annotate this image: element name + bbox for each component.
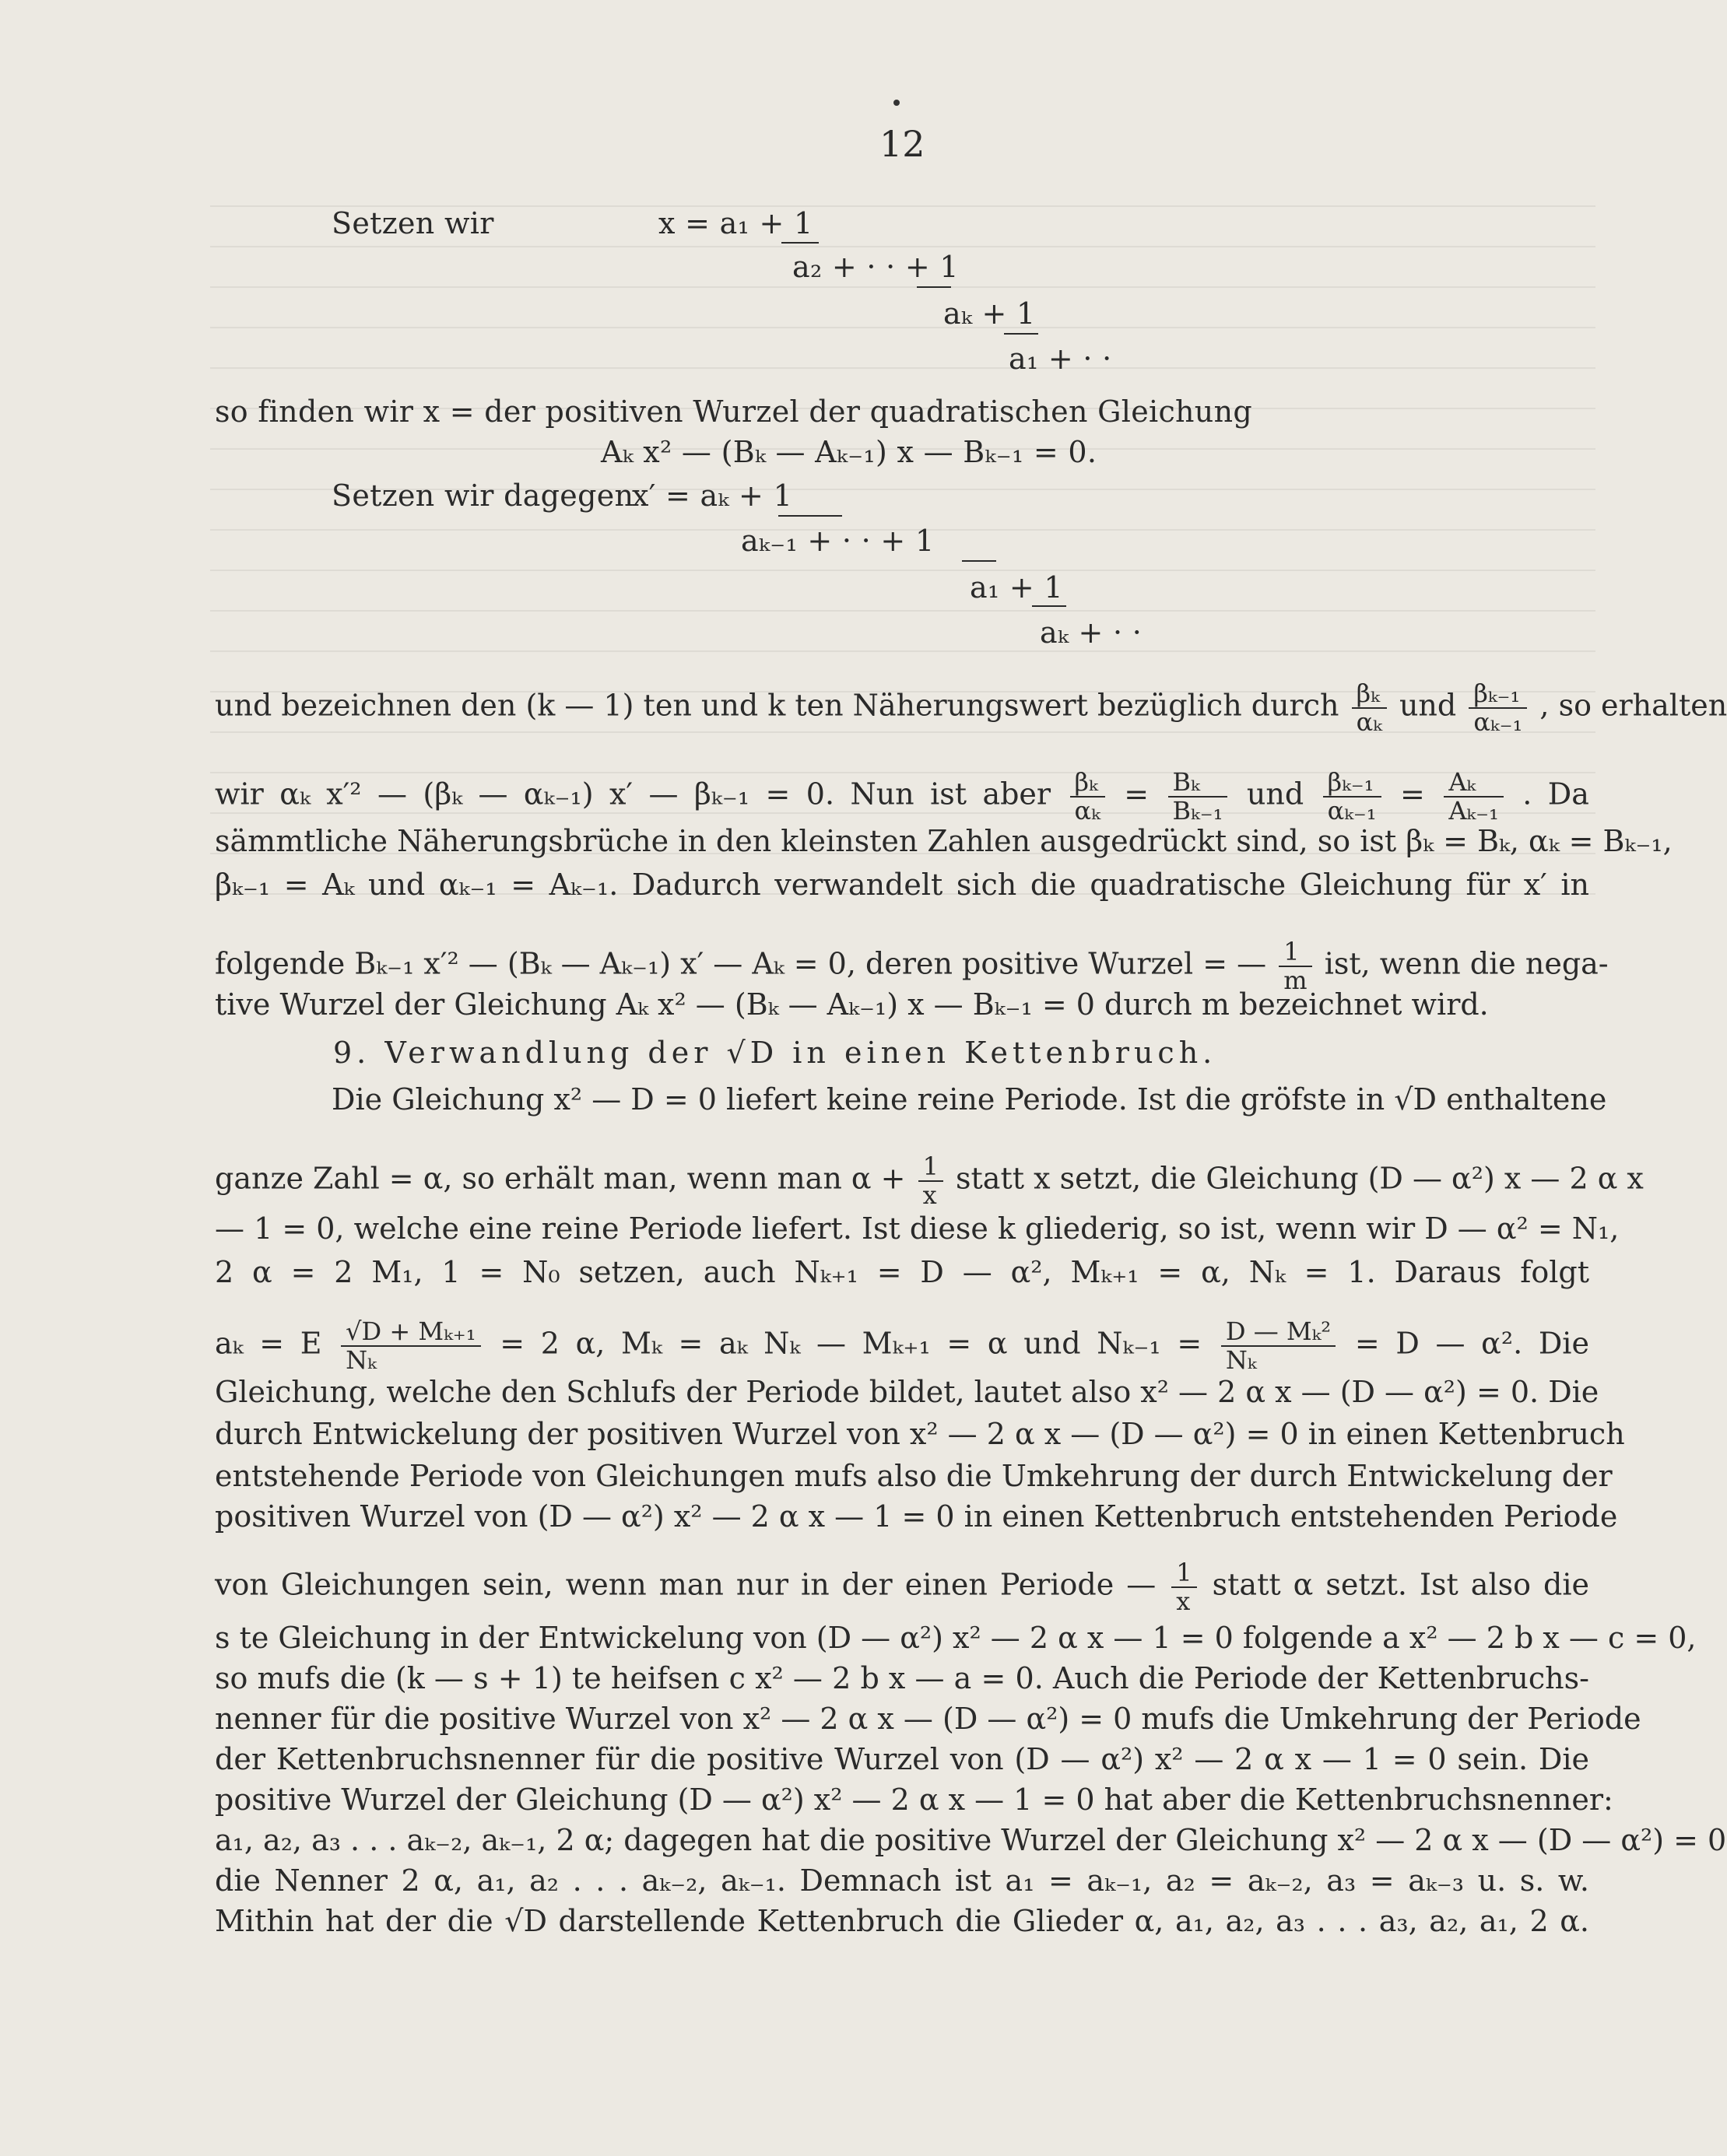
cf1-line-1: x = a₁ + 1 xyxy=(658,206,813,240)
fraction: $\frac{1}{m}$ xyxy=(1279,938,1311,994)
fraction-bar xyxy=(917,286,951,288)
fraction: $\frac{1}{x}$ xyxy=(918,1153,943,1209)
fraction: $\frac{\text{Bₖ}}{\text{Bₖ₋₁}}$ xyxy=(1168,769,1228,825)
text-line: wir αₖ x′² — (βₖ — αₖ₋₁) x′ — βₖ₋₁ = 0. Nun ist aber $\frac{\text{βₖ}}{\text{αₖ}}$ = $\frac{\text{Bₖ}}{\text{Bₖ₋₁}}$ und $\frac{\text{βₖ₋₁}}{\text{αₖ₋₁}}$ = $\frac{\text{Aₖ}}{\text{Aₖ₋₁}}$ . Da xyxy=(215,767,1589,826)
fraction: $\frac{\text{βₖ₋₁}}{\text{αₖ₋₁}}$ xyxy=(1323,769,1381,825)
cf2-intro: Setzen wir dagegen xyxy=(332,479,634,513)
cf2-line-2: aₖ₋₁ + · · + 1 xyxy=(741,524,935,558)
cf2-line-3: a₁ + 1 xyxy=(970,570,1063,605)
text-line: s te Gleichung in der Entwickelung von (D — α²) x² — 2 α x — 1 = 0 folgende a x² — 2 b x — c = 0, xyxy=(215,1621,1697,1655)
cf1-line-2: a₂ + · · + 1 xyxy=(792,250,959,284)
text-line: positive Wurzel der Gleichung (D — α²) x² — 2 α x — 1 = 0 hat aber die Kettenbruchsnenner: xyxy=(215,1783,1613,1817)
fraction: $\frac{\text{βₖ}}{\text{αₖ}}$ xyxy=(1070,769,1105,825)
text-line: folgende Bₖ₋₁ x′² — (Bₖ — Aₖ₋₁) x′ — Aₖ = 0, deren positive Wurzel = — $\frac{1}{m}$ ist, wenn die nega- xyxy=(215,937,1609,996)
fraction-bar xyxy=(778,515,842,517)
text-line: positiven Wurzel von (D — α²) x² — 2 α x — 1 = 0 in einen Kettenbruch entstehenden Periode xyxy=(215,1499,1618,1534)
fraction: $\frac{\text{βₖ}}{\text{αₖ}}$ xyxy=(1352,680,1387,736)
fraction: $\frac{\text{D — Mₖ²}}{\text{Nₖ}}$ xyxy=(1221,1318,1336,1374)
text-line: durch Entwickelung der positiven Wurzel von x² — 2 α x — (D — α²) = 0 in einen Kettenbruch xyxy=(215,1417,1625,1451)
cf1-line-4: a₁ + · · xyxy=(1009,342,1112,376)
text-line: 2 α = 2 M₁, 1 = N₀ setzen, auch Nₖ₊₁ = D — α², Mₖ₊₁ = α, Nₖ = 1. Daraus folgt xyxy=(215,1255,1589,1289)
cf1-intro: Setzen wir xyxy=(332,206,494,240)
text-line: so mufs die (k — s + 1) te heifsen c x² — 2 b x — a = 0. Auch die Periode der Kettenbruchs- xyxy=(215,1661,1589,1695)
text-line: von Gleichungen sein, wenn man nur in der einen Periode — $\frac{1}{x}$ statt α setzt. Ist also die xyxy=(215,1558,1589,1617)
text-line: und bezeichnen den (k — 1) ten und k ten Näherungswert bezüglich durch $\frac{\text{βₖ}}{\text{αₖ}}$ und $\frac{\text{βₖ₋₁}}{\text{αₖ₋₁}}$ , so erhalten xyxy=(215,678,1727,738)
fraction-bar xyxy=(1032,605,1066,607)
text-line: ganze Zahl = α, so erhält man, wenn man α + $\frac{1}{x}$ statt x setzt, die Gleichung (D — α²) x — 2 α x xyxy=(215,1152,1644,1211)
section-heading: 9. Verwandlung der √D in einen Kettenbruch. xyxy=(333,1036,1217,1070)
equation-1: Aₖ x² — (Bₖ — Aₖ₋₁) x — Bₖ₋₁ = 0. xyxy=(601,435,1097,469)
text-line: aₖ = E $\frac{\text{√D + Mₖ₊₁}}{\text{Nₖ}}$ = 2 α, Mₖ = aₖ Nₖ — Mₖ₊₁ = α und Nₖ₋₁ = $\frac{\text{D — Mₖ²}}{\text{Nₖ}}$ = D — α². Die xyxy=(215,1316,1589,1376)
text-line: Gleichung, welche den Schlufs der Periode bildet, lautet also x² — 2 α x — (D — α²) = 0. Die xyxy=(215,1375,1599,1409)
fraction-bar xyxy=(962,560,996,562)
text-line: die Nenner 2 α, a₁, a₂ . . . aₖ₋₂, aₖ₋₁. Demnach ist a₁ = aₖ₋₁, a₂ = aₖ₋₂, a₃ = aₖ₋₃ u. s. w. xyxy=(215,1863,1589,1898)
text-line: entstehende Periode von Gleichungen mufs also die Umkehrung der durch Entwickelung der xyxy=(215,1459,1613,1493)
text-line: so finden wir x = der positiven Wurzel der quadratischen Gleichung xyxy=(215,394,1252,429)
fraction: $\frac{\text{βₖ₋₁}}{\text{αₖ₋₁}}$ xyxy=(1469,680,1527,736)
text-line: Die Gleichung x² — D = 0 liefert keine reine Periode. Ist die gröfste in √D enthaltene xyxy=(332,1082,1607,1117)
cf1-line-3: aₖ + 1 xyxy=(943,296,1036,331)
text-line: der Kettenbruchsnenner für die positive Wurzel von (D — α²) x² — 2 α x — 1 = 0 sein. Die xyxy=(215,1742,1589,1776)
fraction-bar xyxy=(781,242,819,244)
fraction: $\frac{\text{√D + Mₖ₊₁}}{\text{Nₖ}}$ xyxy=(341,1318,480,1374)
text-line: tive Wurzel der Gleichung Aₖ x² — (Bₖ — Aₖ₋₁) x — Bₖ₋₁ = 0 durch m bezeichnet wird. xyxy=(215,987,1489,1022)
text-line: βₖ₋₁ = Aₖ und αₖ₋₁ = Aₖ₋₁. Dadurch verwandelt sich die quadratische Gleichung für x′ in xyxy=(215,868,1589,902)
text-line: nenner für die positive Wurzel von x² — 2 α x — (D — α²) = 0 mufs die Umkehrung der Periode xyxy=(215,1702,1641,1736)
fraction: $\frac{1}{x}$ xyxy=(1171,1559,1196,1615)
text-line: — 1 = 0, welche eine reine Periode liefert. Ist diese k gliederig, so ist, wenn wir D — α² = N₁, xyxy=(215,1211,1620,1246)
fraction: $\frac{\text{Aₖ}}{\text{Aₖ₋₁}}$ xyxy=(1444,769,1504,825)
text-line: a₁, a₂, a₃ . . . aₖ₋₂, aₖ₋₁, 2 α; dagegen hat die positive Wurzel der Gleichung x² — 2 α x — (D — α²) = 0 xyxy=(215,1823,1727,1857)
cf2-line-1: x′ = aₖ + 1 xyxy=(632,479,793,513)
fraction-bar xyxy=(1004,333,1038,335)
text-line: sämmtliche Näherungsbrüche in den kleinsten Zahlen ausgedrückt sind, so ist βₖ = Bₖ, αₖ = Bₖ₋₁, xyxy=(215,824,1673,858)
text-line: Mithin hat der die √D darstellende Kettenbruch die Glieder α, a₁, a₂, a₃ . . . a₃, a₂, a₁, 2 α. xyxy=(215,1904,1589,1938)
page-number: 12 xyxy=(879,123,925,165)
cf2-line-4: aₖ + · · xyxy=(1040,615,1143,650)
